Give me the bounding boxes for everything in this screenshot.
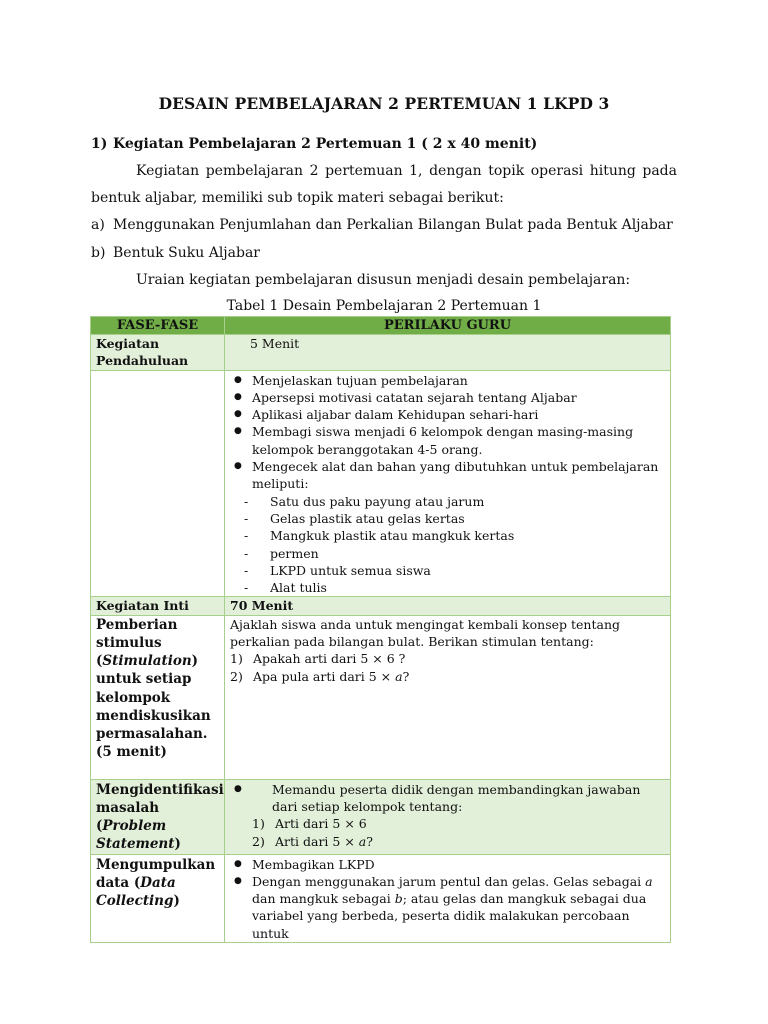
design-table	[90, 316, 671, 943]
subtopic-marker: b)	[91, 245, 106, 261]
stimulus-intro: Ajaklah siswa anda untuk mengingat kembali konsep tentang perkalian pada bilangan bulat. Berikan stimulan tentang:	[230, 616, 620, 650]
subtopic-marker: a)	[91, 217, 105, 233]
intro-paragraph: Kegiatan pembelajaran 2 pertemuan 1, dengan topik operasi hitung pada bentuk aljabar, memiliki sub topik materi sebagai berikut:	[91, 163, 677, 206]
list-item: ● Mengecek alat dan bahan yang dibutuhkan untuk pembelajaran meliputi:	[252, 458, 665, 493]
activity-cell	[225, 854, 671, 942]
column-header-phase: FASE-FASE	[91, 317, 225, 335]
list-item: - Mangkuk plastik atau mangkuk kertas	[244, 527, 665, 544]
document-title: DESAIN PEMBELAJARAN 2 PERTEMUAN 1 LKPD 3	[158, 94, 610, 113]
activity-cell	[225, 370, 671, 597]
table-row	[91, 335, 671, 371]
list-item: ● Menjelaskan tujuan pembelajaran	[252, 372, 665, 389]
list-item: ● Apersepsi motivasi catatan sejarah tentang Aljabar	[252, 389, 665, 406]
phase-italic: Stimulation	[102, 653, 192, 670]
list-item: - Gelas plastik atau gelas kertas	[244, 510, 665, 527]
phase-cell: Kegiatan Inti	[91, 597, 225, 615]
activity-list	[230, 781, 665, 816]
table-caption: Tabel 1 Desain Pembelajaran 2 Pertemuan 1	[226, 298, 542, 314]
outro-paragraph: Uraian kegiatan pembelajaran disusun menjadi desain pembelajaran:	[136, 272, 631, 288]
list-item: ● Membagi siswa menjadi 6 kelompok dengan masing-masing kelompok beranggotakan 4-5 orang.	[252, 423, 665, 458]
table-row	[91, 615, 671, 779]
table-row	[91, 779, 671, 854]
list-item: 2) Arti dari 5 × a?	[252, 833, 373, 849]
list-item: - permen	[244, 545, 665, 562]
list-item: 2) Apa pula arti dari 5 × a?	[230, 668, 410, 684]
list-item: ● Membagikan LKPD	[252, 856, 665, 873]
list-item: - LKPD untuk semua siswa	[244, 562, 665, 579]
subtopic-item	[91, 217, 673, 233]
list-item: 1) Arti dari 5 × 6	[252, 816, 367, 832]
list-item: ● Aplikasi aljabar dalam Kehidupan sehari-hari	[252, 406, 665, 423]
section-heading-text: Kegiatan Pembelajaran 2 Pertemuan 1 ( 2 x 40 menit)	[113, 136, 538, 152]
time-cell	[225, 335, 671, 371]
list-item: ● Memandu peserta didik dengan membandingkan jawaban dari setiap kelompok tentang:	[252, 781, 665, 816]
phase-cell: Mengumpulkan data (Data Collecting)	[91, 854, 225, 942]
phase-cell	[91, 370, 225, 597]
list-item: - Satu dus paku payung atau jarum	[244, 493, 665, 510]
materials-list	[230, 493, 665, 597]
table-header-row	[91, 317, 671, 335]
list-item: - Alat tulis	[244, 579, 665, 596]
question-list	[230, 650, 665, 685]
time-cell: 70 Menit	[225, 597, 671, 615]
subtopic-text: Menggunakan Penjumlahan dan Perkalian Bilangan Bulat pada Bentuk Aljabar	[113, 217, 673, 233]
time-label: 5 Menit	[250, 336, 300, 351]
phase-cell: Pemberian stimulus (Stimulation) untuk setiap kelompok mendiskusikan permasalahan. (5 menit)	[91, 615, 225, 779]
activity-cell	[225, 615, 671, 779]
question-list	[230, 815, 665, 850]
column-header-teacher: PERILAKU GURU	[225, 317, 671, 335]
table-row	[91, 597, 671, 615]
table-row	[91, 854, 671, 942]
phase-cell: Mengidentifikasi masalah (Problem Statement)	[91, 779, 225, 854]
phase-italic: Data Collecting	[96, 874, 176, 909]
phase-cell: Kegiatan Pendahuluan	[91, 335, 225, 371]
list-item: ● Dengan menggunakan jarum pentul dan gelas. Gelas sebagai a dan mangkuk sebagai b; atau gelas dan mangkuk sebagai dua variabel yang berbeda, peserta didik malakukan percobaan untuk	[252, 873, 665, 942]
subtopic-text: Bentuk Suku Aljabar	[113, 245, 260, 261]
subtopic-item	[91, 245, 260, 261]
section-number: 1)	[91, 136, 108, 152]
activity-list	[230, 856, 665, 942]
activity-cell	[225, 779, 671, 854]
section-heading	[91, 136, 537, 152]
phase-italic: Problem Statement	[96, 818, 175, 853]
list-item: 1) Apakah arti dari 5 × 6 ?	[230, 651, 406, 667]
activity-list	[230, 372, 665, 493]
table-row	[91, 370, 671, 597]
